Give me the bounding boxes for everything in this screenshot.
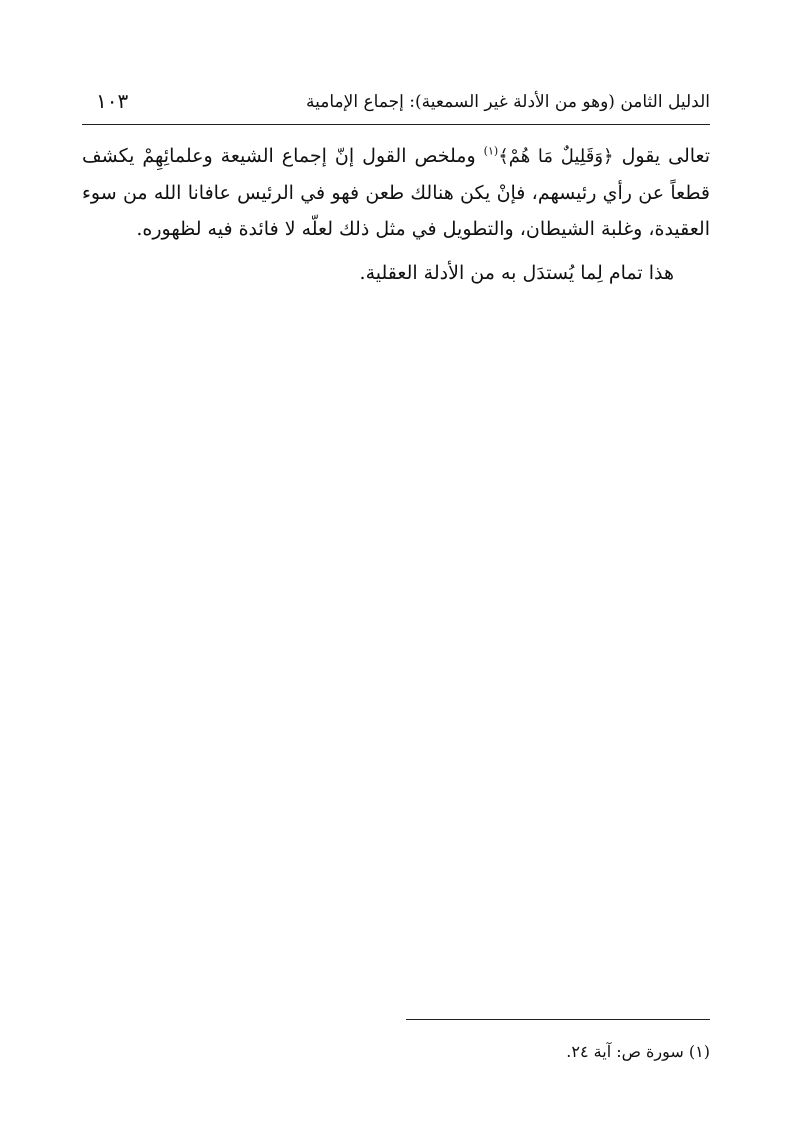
footnote-separator	[406, 1019, 710, 1020]
page-number: ١٠٣	[96, 89, 129, 113]
quran-quote: ﴿وَقَلِيلٌ مَا هُمْ﴾	[498, 146, 614, 167]
footnote-reference[interactable]: (١)	[483, 144, 499, 158]
paragraph-1-rest: وملخص القول إنّ إجماع الشيعة وعلمائِهِمْ يكشف قطعاً عن رأي رئيسهم، فإنْ يكن هنالك طعن فهو في الرئيس عافانا الله من سوء العقيدة، وغلبة الشيطان، والتطويل في مثل ذلك لعلّه لا فائدة فيه لظهوره.	[82, 145, 710, 240]
header-rule	[82, 124, 710, 125]
paragraph-1	[82, 138, 710, 247]
paragraph-2: هذا تمام لِما يُستدَل به من الأدلة العقلية.	[359, 262, 674, 284]
body-text	[82, 138, 710, 291]
footnote-1: (١) سورة ص: آية ٢٤.	[566, 1042, 710, 1061]
running-head: الدليل الثامن (وهو من الأدلة غير السمعية): إجماع الإمامية	[306, 92, 710, 112]
page-header	[82, 86, 710, 120]
paragraph-1-start: تعالى يقول	[613, 145, 710, 167]
